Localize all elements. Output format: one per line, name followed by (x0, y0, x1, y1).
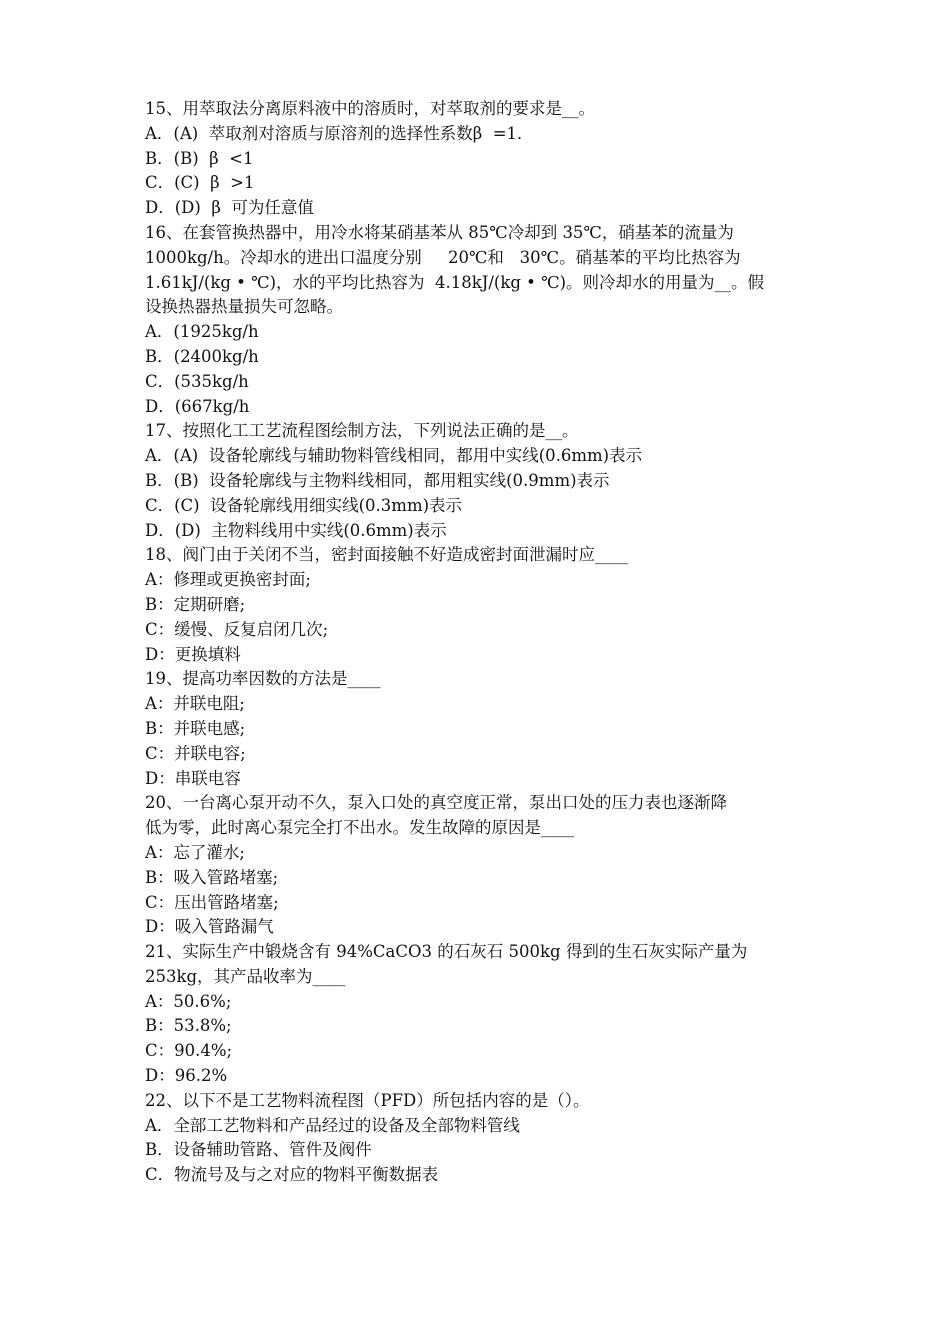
q22-option-b: B．设备辅助管路、管件及阀件 (145, 1140, 372, 1160)
q16-stem-line-2: 1000kg/h。冷却水的进出口温度分别 20℃和 30℃。硝基苯的平均比热容为 (145, 247, 741, 267)
q18-option-d: D：更换填料 (145, 644, 241, 664)
q21-option-a: A：50.6%; (145, 991, 232, 1011)
q21-option-c: C：90.4%; (145, 1041, 233, 1061)
q19-option-c: C：并联电容; (145, 743, 246, 763)
q19-stem: 19、提高功率因数的方法是____ (145, 669, 381, 689)
q22-option-c: C．物流号及与之对应的物料平衡数据表 (145, 1165, 439, 1185)
q17-option-d: D．(D) 主物料线用中实线(0.6mm)表示 (145, 520, 447, 540)
q19-option-b: B：并联电感; (145, 718, 246, 738)
q18-stem: 18、阀门由于关闭不当，密封面接触不好造成密封面泄漏时应____ (145, 545, 628, 565)
q17-option-b: B．(B) 设备轮廓线与主物料线相同，都用粗实线(0.9mm)表示 (145, 470, 610, 490)
q16-stem-line-3: 1.61kJ/(kg • ℃)，水的平均比热容为 4.18kJ/(kg • ℃)。则冷却水的用量为__。假 (145, 272, 765, 292)
q20-option-c: C：压出管路堵塞; (145, 892, 279, 912)
q16-option-d: D．(667kg/h (145, 396, 250, 416)
q17-stem: 17、按照化工工艺流程图绘制方法，下列说法正确的是__。 (145, 421, 579, 441)
q16-stem-line-4: 设换热器热量损失可忽略。 (145, 297, 343, 317)
q16-stem-line-1: 16、在套管换热器中，用冷水将某硝基苯从 85℃冷却到 35℃，硝基苯的流量为 (145, 222, 734, 242)
q21-stem-line-1: 21、实际生产中锻烧含有 94%CaCO3 的石灰石 500kg 得到的生石灰实际产量为 (145, 942, 748, 962)
q22-option-a: A．全部工艺物料和产品经过的设备及全部物料管线 (145, 1115, 520, 1135)
q20-stem-line-1: 20、一台离心泵开动不久，泵入口处的真空度正常，泵出口处的压力表也逐渐降 (145, 793, 727, 813)
q21-stem-line-2: 253kg，其产品收率为____ (145, 966, 346, 986)
document-page (145, 97, 815, 1188)
q20-option-a: A：忘了灌水; (145, 842, 245, 862)
q16-option-c: C．(535kg/h (145, 371, 249, 391)
q22-stem: 22、以下不是工艺物料流程图（PFD）所包括内容的是（）。 (145, 1090, 590, 1110)
q20-option-b: B：吸入管路堵塞; (145, 867, 279, 887)
q20-option-d: D：吸入管路漏气 (145, 917, 274, 937)
q19-option-d: D：串联电容 (145, 768, 241, 788)
q20-stem-line-2: 低为零，此时离心泵完全打不出水。发生故障的原因是____ (145, 818, 574, 838)
q21-option-d: D：96.2% (145, 1066, 228, 1086)
q17-option-c: C．(C) 设备轮廓线用细实线(0.3mm)表示 (145, 495, 463, 515)
q18-option-a: A：修理或更换密封面; (145, 570, 311, 590)
q16-option-b: B．(2400kg/h (145, 346, 259, 366)
q21-option-b: B：53.8%; (145, 1016, 232, 1036)
q16-option-a: A．(1925kg/h (145, 322, 259, 342)
q15-option-d: D．(D) β 可为任意值 (145, 198, 314, 218)
q15-stem: 15、用萃取法分离原料液中的溶质时，对萃取剂的要求是__。 (145, 99, 595, 118)
q15-option-c: C．(C) β >1 (145, 173, 255, 193)
q15-option-a: A．(A) 萃取剂对溶质与原溶剂的选择性系数β =1． (145, 123, 534, 143)
q18-option-c: C：缓慢、反复启闭几次; (145, 619, 329, 639)
q17-option-a: A．(A) 设备轮廓线与辅助物料管线相同，都用中实线(0.6mm)表示 (145, 446, 643, 466)
q19-option-a: A：并联电阻; (145, 694, 245, 714)
q15-option-b: B．(B) β <1 (145, 148, 254, 168)
q18-option-b: B：定期研磨; (145, 594, 246, 614)
